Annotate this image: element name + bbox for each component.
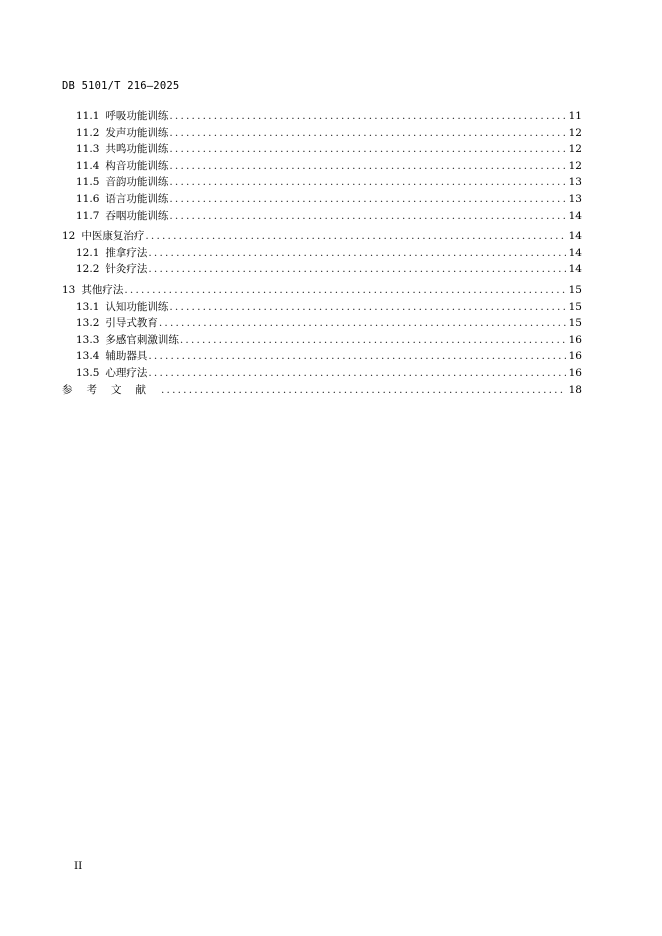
toc-leader-dots <box>169 174 566 191</box>
toc-entry-number: 11.6 <box>76 192 100 205</box>
toc-entry-number: 11.4 <box>76 159 100 172</box>
toc-entry-title: 吞咽功能训练 <box>105 209 169 222</box>
toc-entry-13-3[interactable] <box>62 332 582 349</box>
toc-leader-dots <box>169 125 566 142</box>
toc-group-13 <box>62 282 582 398</box>
toc-entry-13-2[interactable] <box>62 315 582 332</box>
table-of-contents <box>62 108 582 402</box>
toc-leader-dots <box>148 261 566 278</box>
toc-entry-page: 14 <box>568 230 582 243</box>
page-number: II <box>74 860 83 872</box>
toc-entry-11-5[interactable] <box>62 174 582 191</box>
toc-entry-number: 13.5 <box>76 366 100 379</box>
toc-leader-dots <box>169 108 566 125</box>
toc-entry-title: 认知功能训练 <box>105 300 169 313</box>
toc-entry-page: 15 <box>568 283 582 296</box>
toc-entry-title: 发声功能训练 <box>105 126 169 139</box>
toc-entry-12[interactable] <box>62 228 582 245</box>
toc-entry-page: 12 <box>568 159 582 172</box>
toc-entry-number: 13.3 <box>76 333 100 346</box>
toc-leader-dots <box>169 191 566 208</box>
toc-entry-page: 14 <box>568 263 582 276</box>
toc-entry-references[interactable] <box>62 382 582 399</box>
toc-entry-page: 14 <box>568 209 582 222</box>
toc-group-12 <box>62 228 582 278</box>
toc-entry-page: 13 <box>568 176 582 189</box>
toc-entry-11-6[interactable] <box>62 191 582 208</box>
toc-entry-12-1[interactable] <box>62 245 582 262</box>
toc-leader-dots <box>148 365 566 382</box>
toc-entry-page: 15 <box>568 300 582 313</box>
toc-entry-page: 16 <box>568 350 582 363</box>
toc-entry-title: 其他疗法 <box>81 283 124 296</box>
toc-entry-number: 11.2 <box>76 126 100 139</box>
toc-entry-title: 共鸣功能训练 <box>105 143 169 156</box>
toc-entry-page: 16 <box>568 366 582 379</box>
toc-entry-number: 13.1 <box>76 300 100 313</box>
toc-entry-title: 推拿疗法 <box>105 246 148 259</box>
toc-entry-number: 13.4 <box>76 350 100 363</box>
toc-entry-title: 呼吸功能训练 <box>105 110 169 122</box>
toc-entry-page: 15 <box>568 317 582 330</box>
toc-entry-11-4[interactable] <box>62 158 582 175</box>
toc-leader-dots <box>169 158 566 175</box>
toc-leader-dots <box>124 282 566 299</box>
toc-entry-page: 12 <box>568 143 582 156</box>
toc-leader-dots <box>161 382 566 399</box>
toc-entry-page: 11 <box>568 110 582 122</box>
toc-entry-title: 多感官刺激训练 <box>105 333 179 346</box>
toc-leader-dots <box>148 348 566 365</box>
toc-leader-dots <box>159 315 566 332</box>
toc-entry-title: 构音功能训练 <box>105 159 169 172</box>
toc-leader-dots <box>169 299 566 316</box>
toc-entry-title: 针灸疗法 <box>105 263 148 276</box>
toc-entry-page: 16 <box>568 333 582 346</box>
toc-entry-13-1[interactable] <box>62 299 582 316</box>
toc-entry-title: 音韵功能训练 <box>105 176 169 189</box>
toc-leader-dots <box>169 141 566 158</box>
toc-entry-number: 13 <box>62 283 76 296</box>
toc-entry-title: 参考文献 <box>62 383 160 396</box>
toc-entry-page: 13 <box>568 192 582 205</box>
toc-entry-title: 辅助器具 <box>105 350 148 363</box>
toc-leader-dots <box>145 228 566 245</box>
toc-leader-dots <box>180 332 566 349</box>
toc-entry-title: 语言功能训练 <box>105 192 169 205</box>
toc-entry-11-7[interactable] <box>62 208 582 225</box>
toc-entry-13-5[interactable] <box>62 365 582 382</box>
toc-entry-page: 14 <box>568 246 582 259</box>
toc-entry-number: 11.5 <box>76 176 100 189</box>
toc-group-11 <box>62 108 582 224</box>
toc-entry-number: 11.3 <box>76 143 100 156</box>
toc-entry-12-2[interactable] <box>62 261 582 278</box>
toc-entry-number: 12 <box>62 230 76 243</box>
toc-entry-number: 11.7 <box>76 209 100 222</box>
document-id-header: DB 5101/T 216—2025 <box>62 80 180 92</box>
toc-entry-title: 引导式教育 <box>105 317 158 330</box>
toc-entry-11-2[interactable] <box>62 125 582 142</box>
toc-entry-page: 18 <box>568 383 582 396</box>
toc-entry-13-4[interactable] <box>62 348 582 365</box>
toc-entry-number: 11.1 <box>76 110 100 122</box>
toc-entry-number: 12.2 <box>76 263 100 276</box>
toc-entry-number: 13.2 <box>76 317 100 330</box>
toc-entry-page: 12 <box>568 126 582 139</box>
toc-entry-title: 中医康复治疗 <box>81 230 145 243</box>
toc-leader-dots <box>169 208 566 225</box>
toc-entry-11-3[interactable] <box>62 141 582 158</box>
toc-entry-number: 12.1 <box>76 246 100 259</box>
toc-entry-11-1[interactable] <box>62 108 582 125</box>
toc-leader-dots <box>148 245 566 262</box>
toc-entry-title: 心理疗法 <box>105 366 148 379</box>
toc-entry-13[interactable] <box>62 282 582 299</box>
